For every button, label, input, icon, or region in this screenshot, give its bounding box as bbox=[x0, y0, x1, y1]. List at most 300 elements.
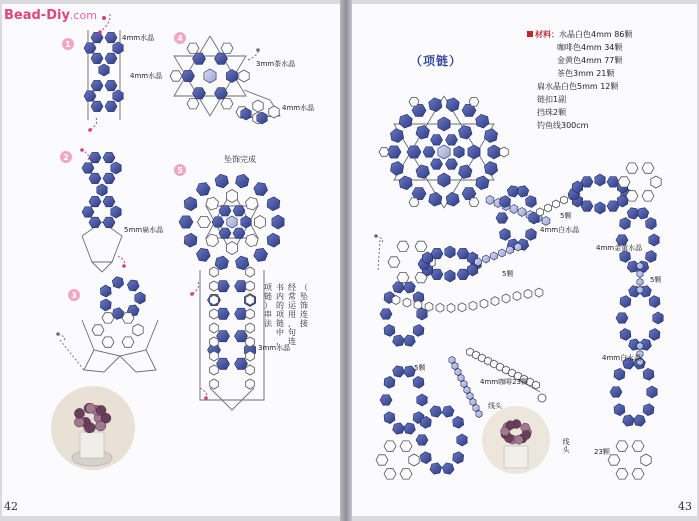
outline-bead bbox=[469, 198, 479, 207]
outline-bead bbox=[254, 216, 265, 229]
material-item: 钓鱼线300cm bbox=[537, 121, 589, 130]
outline-bead bbox=[632, 441, 644, 451]
outline-bead bbox=[221, 43, 233, 53]
outline-bead bbox=[403, 298, 411, 307]
step-number: 2 bbox=[63, 153, 69, 162]
crystal-bead bbox=[438, 173, 450, 187]
crystal-bead bbox=[184, 197, 197, 211]
diagram-label bbox=[276, 282, 285, 347]
crystal-bead bbox=[637, 262, 643, 269]
outline-bead bbox=[384, 441, 396, 451]
crystal-bead bbox=[438, 117, 450, 131]
crystal-bead bbox=[97, 184, 107, 196]
crystal-bead bbox=[488, 145, 500, 159]
crystal-bead bbox=[399, 176, 412, 190]
crystal-bead bbox=[236, 174, 249, 188]
thread-line bbox=[82, 222, 122, 262]
pendant-photo bbox=[51, 386, 135, 470]
crystal-bead bbox=[634, 415, 646, 426]
crystal-bead bbox=[476, 410, 482, 417]
crystal-bead bbox=[542, 217, 550, 226]
outline-bead bbox=[210, 351, 219, 361]
crystal-bead bbox=[241, 108, 251, 120]
svg-text:头: 头 bbox=[562, 446, 570, 454]
diagram-label: 5颗 bbox=[650, 276, 662, 284]
crystal-bead bbox=[470, 398, 476, 405]
crystal-bead bbox=[215, 256, 228, 270]
crystal-bead bbox=[254, 248, 268, 261]
crystal-bead bbox=[595, 202, 605, 214]
svg-text:，: ， bbox=[288, 319, 296, 328]
thread-line bbox=[210, 388, 254, 410]
svg-text:经: 经 bbox=[288, 283, 296, 292]
outline-bead bbox=[414, 300, 422, 309]
crystal-bead bbox=[464, 386, 470, 393]
outline-bead bbox=[122, 337, 134, 347]
bullet-square-icon bbox=[527, 31, 533, 37]
svg-text:中: 中 bbox=[276, 328, 284, 337]
crystal-bead bbox=[647, 386, 657, 398]
outline-bead bbox=[651, 176, 661, 188]
outline-bead bbox=[458, 303, 466, 312]
crystal-bead bbox=[610, 387, 622, 397]
material-item: 茶色3mm 21颗 bbox=[557, 69, 615, 78]
crystal-bead bbox=[476, 114, 489, 128]
svg-text:（: （ bbox=[300, 283, 308, 292]
svg-text:项: 项 bbox=[264, 283, 272, 292]
thread-line bbox=[394, 124, 494, 208]
svg-text:的: 的 bbox=[276, 301, 284, 310]
crystal-bead bbox=[384, 325, 395, 337]
diagram-label: 5mm扁水晶 bbox=[124, 226, 164, 234]
outline-bead bbox=[102, 337, 114, 347]
arrow-head-icon bbox=[98, 30, 102, 34]
outline-bead bbox=[535, 288, 543, 297]
outline-bead bbox=[524, 289, 532, 298]
crystal-bead bbox=[620, 218, 631, 230]
outline-bead bbox=[187, 43, 199, 53]
outline-bead bbox=[513, 292, 521, 301]
crystal-bead bbox=[111, 162, 121, 174]
thread-line bbox=[60, 340, 84, 370]
arrow-head-icon bbox=[56, 332, 60, 336]
crystal-bead bbox=[449, 356, 455, 363]
crystal-bead bbox=[103, 173, 115, 183]
outline-bead bbox=[616, 441, 628, 451]
crystal-bead bbox=[637, 286, 643, 293]
crystal-bead bbox=[484, 162, 497, 176]
outline-bead bbox=[480, 299, 488, 308]
necklace-title: （项链） bbox=[410, 54, 463, 68]
material-item: 挡珠2颗 bbox=[537, 108, 567, 117]
outline-bead bbox=[537, 208, 544, 216]
crystal-bead bbox=[510, 205, 518, 214]
crystal-bead bbox=[431, 159, 443, 169]
crystal-bead bbox=[184, 233, 197, 247]
crystal-bead bbox=[215, 53, 228, 64]
diagram-label: 4mm金黄水晶 bbox=[596, 244, 643, 252]
crystal-bead bbox=[404, 282, 416, 293]
crystal-bead bbox=[431, 248, 443, 258]
crystal-bead bbox=[390, 162, 403, 176]
outline-bead bbox=[253, 100, 263, 112]
crystal-bead bbox=[413, 325, 424, 337]
crystal-bead bbox=[446, 98, 459, 112]
svg-text:常: 常 bbox=[288, 292, 296, 301]
crystal-bead bbox=[103, 196, 115, 206]
crystal-bead bbox=[429, 98, 442, 112]
crystal-bead bbox=[416, 125, 430, 139]
diagram-label: 3mm水晶 bbox=[258, 344, 291, 352]
outline-bead bbox=[642, 191, 654, 201]
crystal-bead bbox=[399, 114, 412, 128]
svg-text:用: 用 bbox=[288, 310, 296, 319]
outline-bead bbox=[388, 257, 400, 267]
outline-bead bbox=[206, 234, 219, 247]
crystal-bead bbox=[196, 248, 210, 261]
crystal-bead bbox=[105, 101, 117, 111]
outline-bead bbox=[246, 323, 255, 333]
outline-bead bbox=[626, 191, 638, 201]
outline-bead bbox=[246, 365, 255, 375]
crystal-bead bbox=[420, 416, 431, 428]
crystal-bead bbox=[404, 423, 416, 434]
outline-bead bbox=[246, 351, 255, 361]
crystal-bead bbox=[507, 246, 514, 254]
outline-bead bbox=[210, 337, 219, 347]
crystal-bead bbox=[526, 229, 537, 241]
crystal-bead bbox=[127, 280, 139, 291]
crystal-bead bbox=[491, 252, 498, 260]
diagram-label: 4mm水晶 bbox=[130, 72, 163, 80]
crystal-bead bbox=[627, 208, 639, 219]
crystal-bead bbox=[446, 135, 458, 145]
material-item: 水晶白色4mm 86颗 bbox=[559, 30, 633, 39]
crystal-bead bbox=[135, 292, 145, 304]
outline-bead bbox=[246, 267, 255, 277]
outline-bead bbox=[392, 296, 400, 305]
svg-text:法: 法 bbox=[264, 319, 272, 328]
crystal-bead bbox=[430, 406, 442, 417]
crystal-bead bbox=[393, 282, 405, 293]
crystal-bead bbox=[646, 218, 657, 230]
outline-bead bbox=[210, 379, 219, 389]
right-page-number: 43 bbox=[678, 500, 692, 513]
crystal-bead bbox=[649, 296, 660, 308]
crystal-bead bbox=[393, 366, 405, 377]
crystal-bead bbox=[607, 201, 619, 211]
crystal-bead bbox=[91, 53, 103, 63]
crystal-bead bbox=[267, 233, 280, 247]
outline-bead bbox=[425, 302, 433, 311]
crystal-bead bbox=[637, 278, 643, 285]
crystal-bead bbox=[100, 285, 111, 297]
crystal-bead bbox=[84, 43, 96, 53]
crystal-bead bbox=[614, 368, 625, 380]
arrow-head-icon bbox=[190, 292, 194, 296]
crystal-bead bbox=[196, 183, 210, 196]
crystal-bead bbox=[89, 173, 101, 183]
outline-bead bbox=[608, 455, 620, 465]
thread-line bbox=[378, 240, 380, 270]
crystal-bead bbox=[241, 216, 251, 228]
crystal-bead bbox=[473, 404, 479, 411]
crystal-bead bbox=[113, 90, 123, 102]
crystal-bead bbox=[430, 463, 442, 474]
step-number: 3 bbox=[71, 291, 77, 300]
crystal-bead bbox=[458, 374, 464, 381]
crystal-bead bbox=[454, 146, 464, 158]
crystal-bead bbox=[105, 53, 117, 63]
crystal-bead bbox=[453, 452, 464, 464]
outline-bead bbox=[397, 272, 409, 282]
outline-bead bbox=[122, 313, 134, 323]
crystal-bead bbox=[393, 423, 405, 434]
crystal-bead bbox=[453, 416, 464, 428]
crystal-bead bbox=[572, 181, 582, 193]
crystal-bead bbox=[111, 206, 121, 218]
crystal-bead bbox=[380, 395, 392, 405]
crystal-bead bbox=[417, 308, 427, 320]
diagram-label: 4mm白水晶 bbox=[602, 354, 642, 362]
thread-line bbox=[394, 96, 494, 180]
crystal-bead bbox=[526, 196, 537, 208]
watermark-tld: .com bbox=[69, 9, 97, 22]
crystal-bead bbox=[89, 217, 101, 227]
outline-bead bbox=[206, 197, 219, 210]
outline-bead bbox=[491, 297, 499, 306]
crystal-bead bbox=[226, 70, 237, 83]
material-item: 扁水晶白色5mm 12颗 bbox=[537, 82, 619, 91]
crystal-bead bbox=[233, 206, 245, 216]
crystal-bead bbox=[442, 463, 454, 474]
crystal-bead bbox=[581, 177, 593, 187]
crystal-bead bbox=[105, 80, 117, 90]
thread-arrow-icon bbox=[90, 118, 97, 130]
crystal-bead bbox=[91, 32, 103, 42]
arrow-head-icon bbox=[80, 148, 84, 152]
crystal-bead bbox=[99, 64, 109, 76]
svg-text:坠: 坠 bbox=[300, 292, 308, 301]
crystal-bead bbox=[637, 208, 649, 219]
crystal-bead bbox=[91, 101, 103, 111]
arrow-head-icon bbox=[204, 396, 208, 400]
crystal-bead bbox=[257, 112, 267, 124]
outline-bead bbox=[246, 337, 255, 347]
crystal-bead bbox=[446, 159, 458, 169]
crystal-bead bbox=[417, 394, 427, 406]
crystal-bead bbox=[112, 277, 123, 289]
thread-arrow-icon bbox=[248, 50, 258, 60]
outline-bead bbox=[436, 303, 444, 312]
crystal-bead bbox=[518, 208, 526, 217]
necklace-photo bbox=[482, 406, 550, 474]
crystal-bead bbox=[614, 404, 625, 416]
diagram-label: 4mm水晶 bbox=[122, 34, 155, 42]
crystal-bead bbox=[84, 91, 96, 101]
svg-text:内: 内 bbox=[276, 292, 284, 301]
crystal-bead bbox=[272, 215, 284, 229]
outline-bead bbox=[133, 324, 143, 336]
crystal-bead bbox=[89, 152, 101, 162]
outline-bead bbox=[198, 216, 211, 227]
crystal-bead bbox=[407, 146, 421, 158]
arrow-head-icon bbox=[122, 264, 126, 268]
crystal-bead bbox=[212, 217, 224, 227]
crystal-bead bbox=[461, 380, 467, 387]
crystal-bead bbox=[215, 174, 228, 188]
crystal-bead bbox=[653, 312, 663, 324]
crystal-bead bbox=[204, 69, 216, 83]
svg-text:，: ， bbox=[276, 337, 284, 346]
outline-bead bbox=[246, 197, 259, 210]
crystal-bead bbox=[393, 335, 405, 346]
outline-bead bbox=[553, 200, 560, 208]
crystal-bead bbox=[82, 207, 94, 217]
start-dot-icon bbox=[102, 16, 106, 20]
crystal-bead bbox=[384, 376, 395, 388]
outline-bead bbox=[379, 148, 389, 157]
crystal-bead bbox=[100, 299, 111, 311]
crystal-bead bbox=[468, 145, 480, 159]
diagram-label: 4mm白水晶 bbox=[540, 226, 580, 234]
crystal-bead bbox=[515, 243, 522, 251]
crystal-bead bbox=[429, 192, 442, 206]
outline-bead bbox=[469, 301, 477, 310]
outline-bead bbox=[409, 97, 419, 106]
crystal-bead bbox=[215, 88, 228, 99]
crystal-bead bbox=[500, 229, 511, 241]
crystal-bead bbox=[423, 147, 435, 157]
outline-bead bbox=[561, 196, 568, 204]
material-item: 咖啡色4mm 34颗 bbox=[557, 43, 623, 52]
outline-bead bbox=[221, 99, 233, 109]
outline-bead bbox=[170, 71, 182, 81]
outline-bead bbox=[226, 242, 237, 255]
crystal-bead bbox=[637, 342, 643, 349]
outline-bead bbox=[226, 190, 237, 203]
outline-bead bbox=[246, 234, 259, 247]
outline-bead bbox=[246, 295, 255, 305]
step-number: 1 bbox=[65, 40, 71, 49]
outline-bead bbox=[246, 379, 255, 389]
svg-text:运: 运 bbox=[288, 301, 296, 310]
crystal-bead bbox=[103, 217, 115, 227]
crystal-bead bbox=[227, 216, 237, 228]
crystal-bead bbox=[486, 196, 494, 205]
arrow-head-icon bbox=[374, 234, 378, 238]
diagram-label: 5颗 bbox=[502, 270, 514, 278]
crystal-bead bbox=[620, 251, 631, 263]
crystal-bead bbox=[219, 206, 231, 216]
crystal-bead bbox=[649, 329, 660, 341]
crystal-bead bbox=[416, 165, 430, 179]
crystal-bead bbox=[457, 269, 469, 279]
crystal-bead bbox=[233, 228, 245, 238]
crystal-bead bbox=[219, 228, 231, 238]
outline-bead bbox=[409, 454, 419, 466]
svg-text:串: 串 bbox=[264, 310, 272, 319]
crystal-bead bbox=[457, 434, 467, 446]
outline-bead bbox=[400, 469, 412, 479]
thread-line bbox=[84, 350, 120, 372]
outline-bead bbox=[400, 441, 412, 451]
svg-text:项: 项 bbox=[276, 310, 284, 319]
outline-bead bbox=[533, 381, 540, 389]
outline-bead bbox=[210, 323, 219, 333]
crystal-bead bbox=[384, 412, 395, 424]
outline-bead bbox=[545, 204, 552, 212]
crystal-bead bbox=[438, 145, 450, 159]
crystal-bead bbox=[91, 80, 103, 90]
arrow-head-icon bbox=[256, 48, 260, 52]
outline-bead bbox=[210, 281, 219, 291]
svg-text:链: 链 bbox=[276, 319, 284, 328]
crystal-bead bbox=[236, 256, 249, 270]
diagram-label bbox=[264, 283, 273, 328]
crystal-bead bbox=[499, 249, 506, 257]
outline-bead bbox=[616, 469, 628, 479]
svg-text:连: 连 bbox=[288, 337, 296, 346]
thread-line bbox=[92, 262, 112, 272]
crystal-bead bbox=[89, 196, 101, 206]
svg-text:）: ） bbox=[264, 301, 272, 310]
crystal-bead bbox=[459, 165, 473, 179]
crystal-bead bbox=[420, 452, 431, 464]
diagram-label bbox=[300, 283, 308, 328]
diagram-label: 3mm茶水晶 bbox=[256, 60, 296, 68]
crystal-bead bbox=[446, 192, 459, 206]
outline-bead bbox=[246, 309, 255, 319]
crystal-bead bbox=[643, 368, 654, 380]
watermark-brand: Bead-Diy bbox=[4, 8, 70, 23]
outline-bead bbox=[376, 455, 388, 465]
outline-bead bbox=[92, 325, 104, 335]
step-number: 5 bbox=[177, 166, 183, 175]
crystal-bead bbox=[649, 234, 659, 246]
materials-list bbox=[527, 28, 697, 132]
svg-text:书: 书 bbox=[276, 283, 284, 292]
crystal-bead bbox=[455, 368, 461, 375]
crystal-bead bbox=[623, 415, 635, 426]
svg-text:句: 句 bbox=[288, 328, 296, 337]
crystal-bead bbox=[595, 174, 605, 186]
svg-text:接: 接 bbox=[300, 319, 308, 328]
outline-bead bbox=[210, 267, 219, 277]
crystal-bead bbox=[390, 129, 403, 143]
outline-bead bbox=[210, 309, 219, 319]
crystal-bead bbox=[404, 335, 416, 346]
outline-bead bbox=[642, 163, 654, 173]
crystal-bead bbox=[179, 216, 193, 228]
arrow-head-icon bbox=[88, 128, 92, 132]
outline-bead bbox=[618, 177, 630, 187]
thread-arrow-icon bbox=[82, 150, 89, 160]
crystal-bead bbox=[459, 125, 473, 139]
outline-bead bbox=[269, 106, 279, 118]
crystal-bead bbox=[416, 435, 428, 445]
crystal-bead bbox=[483, 255, 490, 263]
diagram-label: 23颗 bbox=[594, 448, 610, 456]
crystal-bead bbox=[507, 186, 519, 197]
crystal-bead bbox=[442, 406, 454, 417]
diagram-label: 坠饰完成 bbox=[224, 155, 256, 164]
outline-bead bbox=[246, 281, 255, 291]
crystal-bead bbox=[103, 152, 115, 162]
crystal-bead bbox=[643, 404, 654, 416]
crystal-bead bbox=[445, 270, 455, 282]
diagram-label: 线头 bbox=[488, 402, 502, 410]
